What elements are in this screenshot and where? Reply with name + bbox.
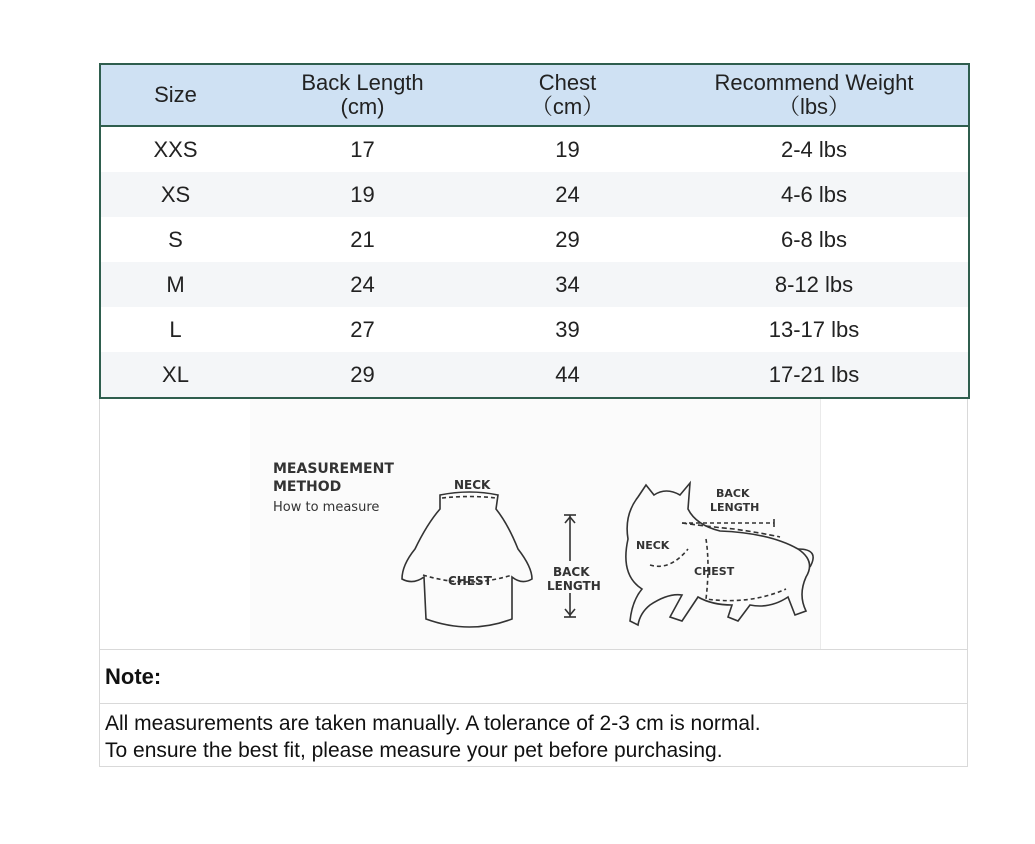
table-header-row [100,64,969,126]
header-back-length [250,64,475,126]
cat-back-label-line1: BACK [716,487,750,500]
note-line: All measurements are taken manually. A tolerance of 2-3 cm is normal. [105,712,761,735]
cell-weight: 17-21 lbs [660,352,969,398]
header-unit: （lbs） [777,94,851,119]
diagram-title-line2: METHOD [273,479,342,495]
note-title: Note: [105,664,162,689]
cell-chest: 44 [475,352,660,398]
cell-weight: 4-6 lbs [660,172,969,217]
cell-back-length: 19 [250,172,475,217]
cat-back-label-line2: LENGTH [710,501,760,514]
cell-back-length: 27 [350,316,375,342]
shirt-chest-label: CHEST [448,574,492,588]
cell-size: XXS [153,136,198,162]
cat-chest-label: CHEST [694,565,735,578]
diagram-subtitle: How to measure [273,500,380,515]
size-chart-sheet [99,63,968,767]
header-label: Recommend Weight [714,70,914,95]
note-line: To ensure the best fit, please measure your pet before purchasing. [105,739,723,762]
note-body [99,703,968,767]
header-recommend-weight [660,64,969,126]
cell-chest: 34 [475,262,660,307]
cell-back-length: 17 [350,136,375,162]
table-row [100,307,969,352]
table-row [100,126,969,172]
cell-size: S [168,226,183,252]
cell-chest: 29 [555,226,580,252]
header-chest [475,64,660,126]
measurement-illustration [250,399,820,649]
cell-back-length: 29 [250,352,475,398]
cell-weight: 6-8 lbs [780,226,848,252]
cell-weight: 2-4 lbs [780,136,848,162]
size-table [99,63,970,399]
back-length-label-line1: BACK [553,565,590,579]
diagram-title-line1: MEASUREMENT [273,461,394,477]
cell-back-length: 21 [350,226,375,252]
cell-weight: 8-12 lbs [660,262,969,307]
shirt-neck-label: NECK [454,478,491,492]
header-label: Back Length [301,70,424,95]
note-header [99,649,968,703]
cell-size: XS [100,172,250,217]
header-size [100,64,250,126]
shirt-outline-icon [402,492,532,627]
table-row [100,172,969,217]
cat-neck-label: NECK [636,539,670,552]
table-row [100,352,969,398]
table-row [100,262,969,307]
header-label: Chest [538,70,597,95]
cell-chest: 24 [475,172,660,217]
header-unit: (cm) [340,94,385,119]
cell-size: L [169,316,182,342]
cell-weight: 13-17 lbs [768,316,860,342]
measurement-diagram [250,399,821,649]
header-unit: （cm） [530,94,605,119]
back-length-label-line2: LENGTH [547,579,601,593]
cell-size: XL [100,352,250,398]
cell-back-length: 24 [250,262,475,307]
table-row [100,217,969,262]
measurement-diagram-box [99,399,968,649]
cell-size: M [100,262,250,307]
header-label: Size [154,82,197,107]
cell-chest: 19 [555,136,580,162]
cell-chest: 39 [555,316,580,342]
